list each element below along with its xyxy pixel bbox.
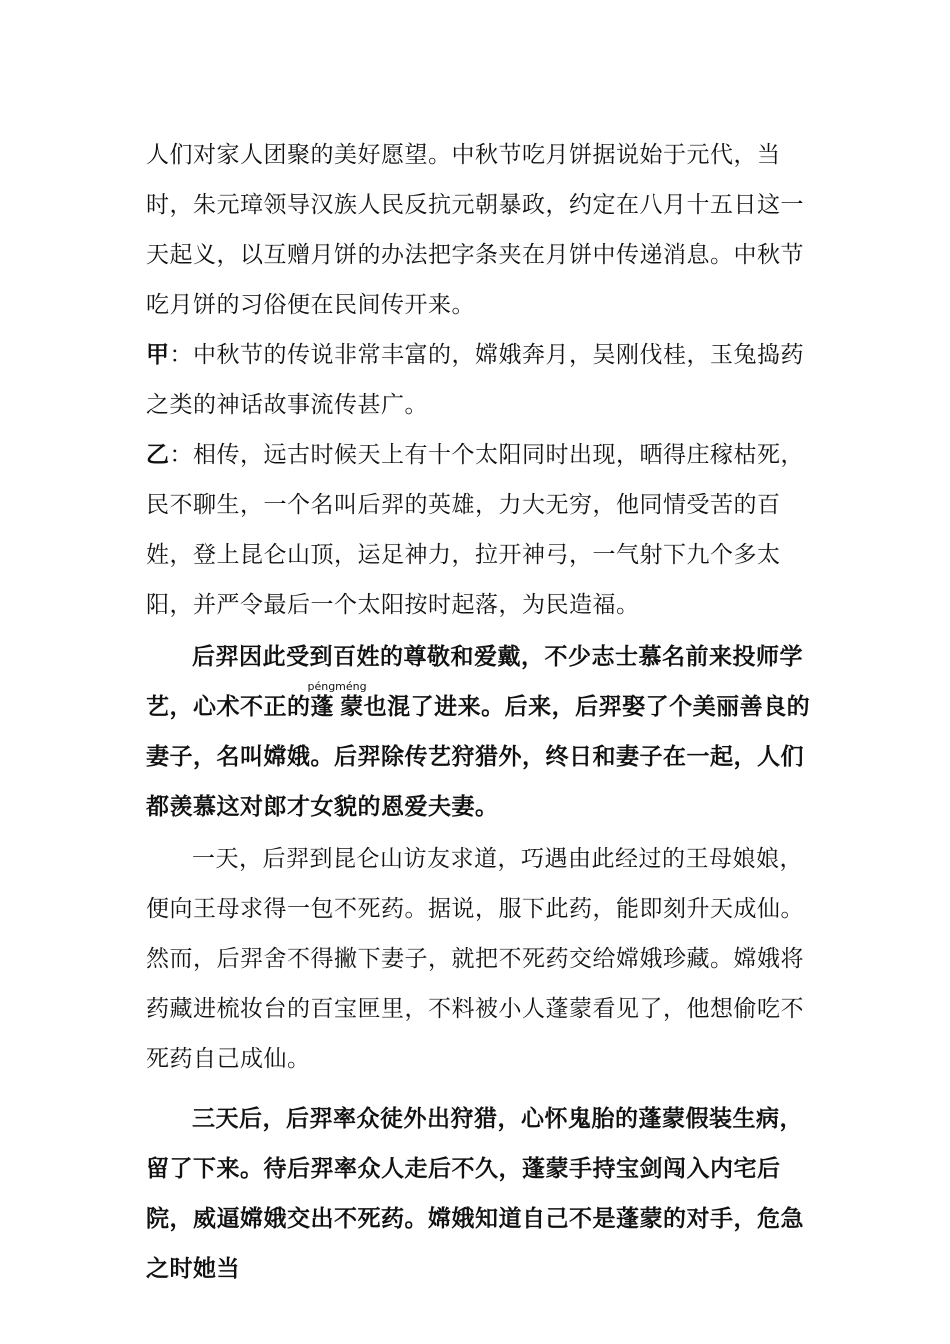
speaker-label-jia: 甲 — [146, 341, 170, 368]
speaker-jia-text: ：中秋节的传说非常丰富的，嫦娥奔月，吴刚伐桂，玉兔捣药之类的神话故事流传甚广。 — [146, 342, 804, 418]
paragraph-gap — [146, 1084, 826, 1094]
paragraph-elixir: 一天，后羿到昆仑山访友求道，巧遇由此经过的王母娘娘，便向王母求得一包不死药。据说，服下此药，能即刻升天成仙。然而，后羿舍不得撇下妻子，就把不死药交给嫦娥珍藏。嫦娥将药藏进梳妆台的百宝匣里，不料被小人蓬蒙看见了，他想偷吃不死药自己成仙。 — [146, 846, 804, 1072]
paragraph-three-days-later: 三天后，后羿率众徒外出狩猎，心怀鬼胎的蓬蒙假装生病，留了下来。待后羿率众人走后不久，蓬蒙手持宝剑闯入内宅后院，威逼嫦娥交出不死药。嫦娥知道自己不是蓬蒙的对手，危急之时她当 — [146, 1105, 804, 1282]
paragraph-houyi-text-before: 后羿因此受到百姓的尊敬和爱戴，不少志士慕名前来投师学艺，心术不正的 — [146, 643, 803, 720]
pengmeng-name: 蓬蒙 — [307, 693, 367, 720]
paragraph-houyi-text-after: 也混了进来。后来，后羿娶了个美丽善良的妻子，名叫嫦娥。后羿除传艺狩猎外，终日和妻子在一起，人们都羡慕这对郎才女貌的恩爱夫妻。 — [146, 693, 811, 820]
paragraph-speaker-jia — [146, 330, 826, 430]
paragraph-speaker-yi — [146, 430, 826, 630]
pengmeng-pinyin: péngméng — [307, 680, 367, 693]
paragraph-houyi-respected — [146, 632, 826, 832]
pengmeng-ruby — [307, 680, 367, 720]
document-body — [146, 130, 826, 1294]
paragraph-mid-autumn-mooncake: 人们对家人团聚的美好愿望。中秋节吃月饼据说始于元代，当时，朱元璋领导汉族人民反抗元朝暴政，约定在八月十五日这一天起义，以互赠月饼的办法把字条夹在月饼中传递消息。中秋节吃月饼的习俗便在民间传开来。 — [146, 142, 804, 318]
speaker-yi-text: ：相传，远古时候天上有十个太阳同时出现，晒得庄稼枯死，民不聊生，一个名叫后羿的英雄，力大无穷，他同情受苦的百姓，登上昆仑山顶，运足神力，拉开神弓，一气射下九个多太阳，并严令最后一个太阳按时起落，为民造福。 — [146, 442, 804, 618]
speaker-label-yi: 乙 — [146, 441, 170, 468]
